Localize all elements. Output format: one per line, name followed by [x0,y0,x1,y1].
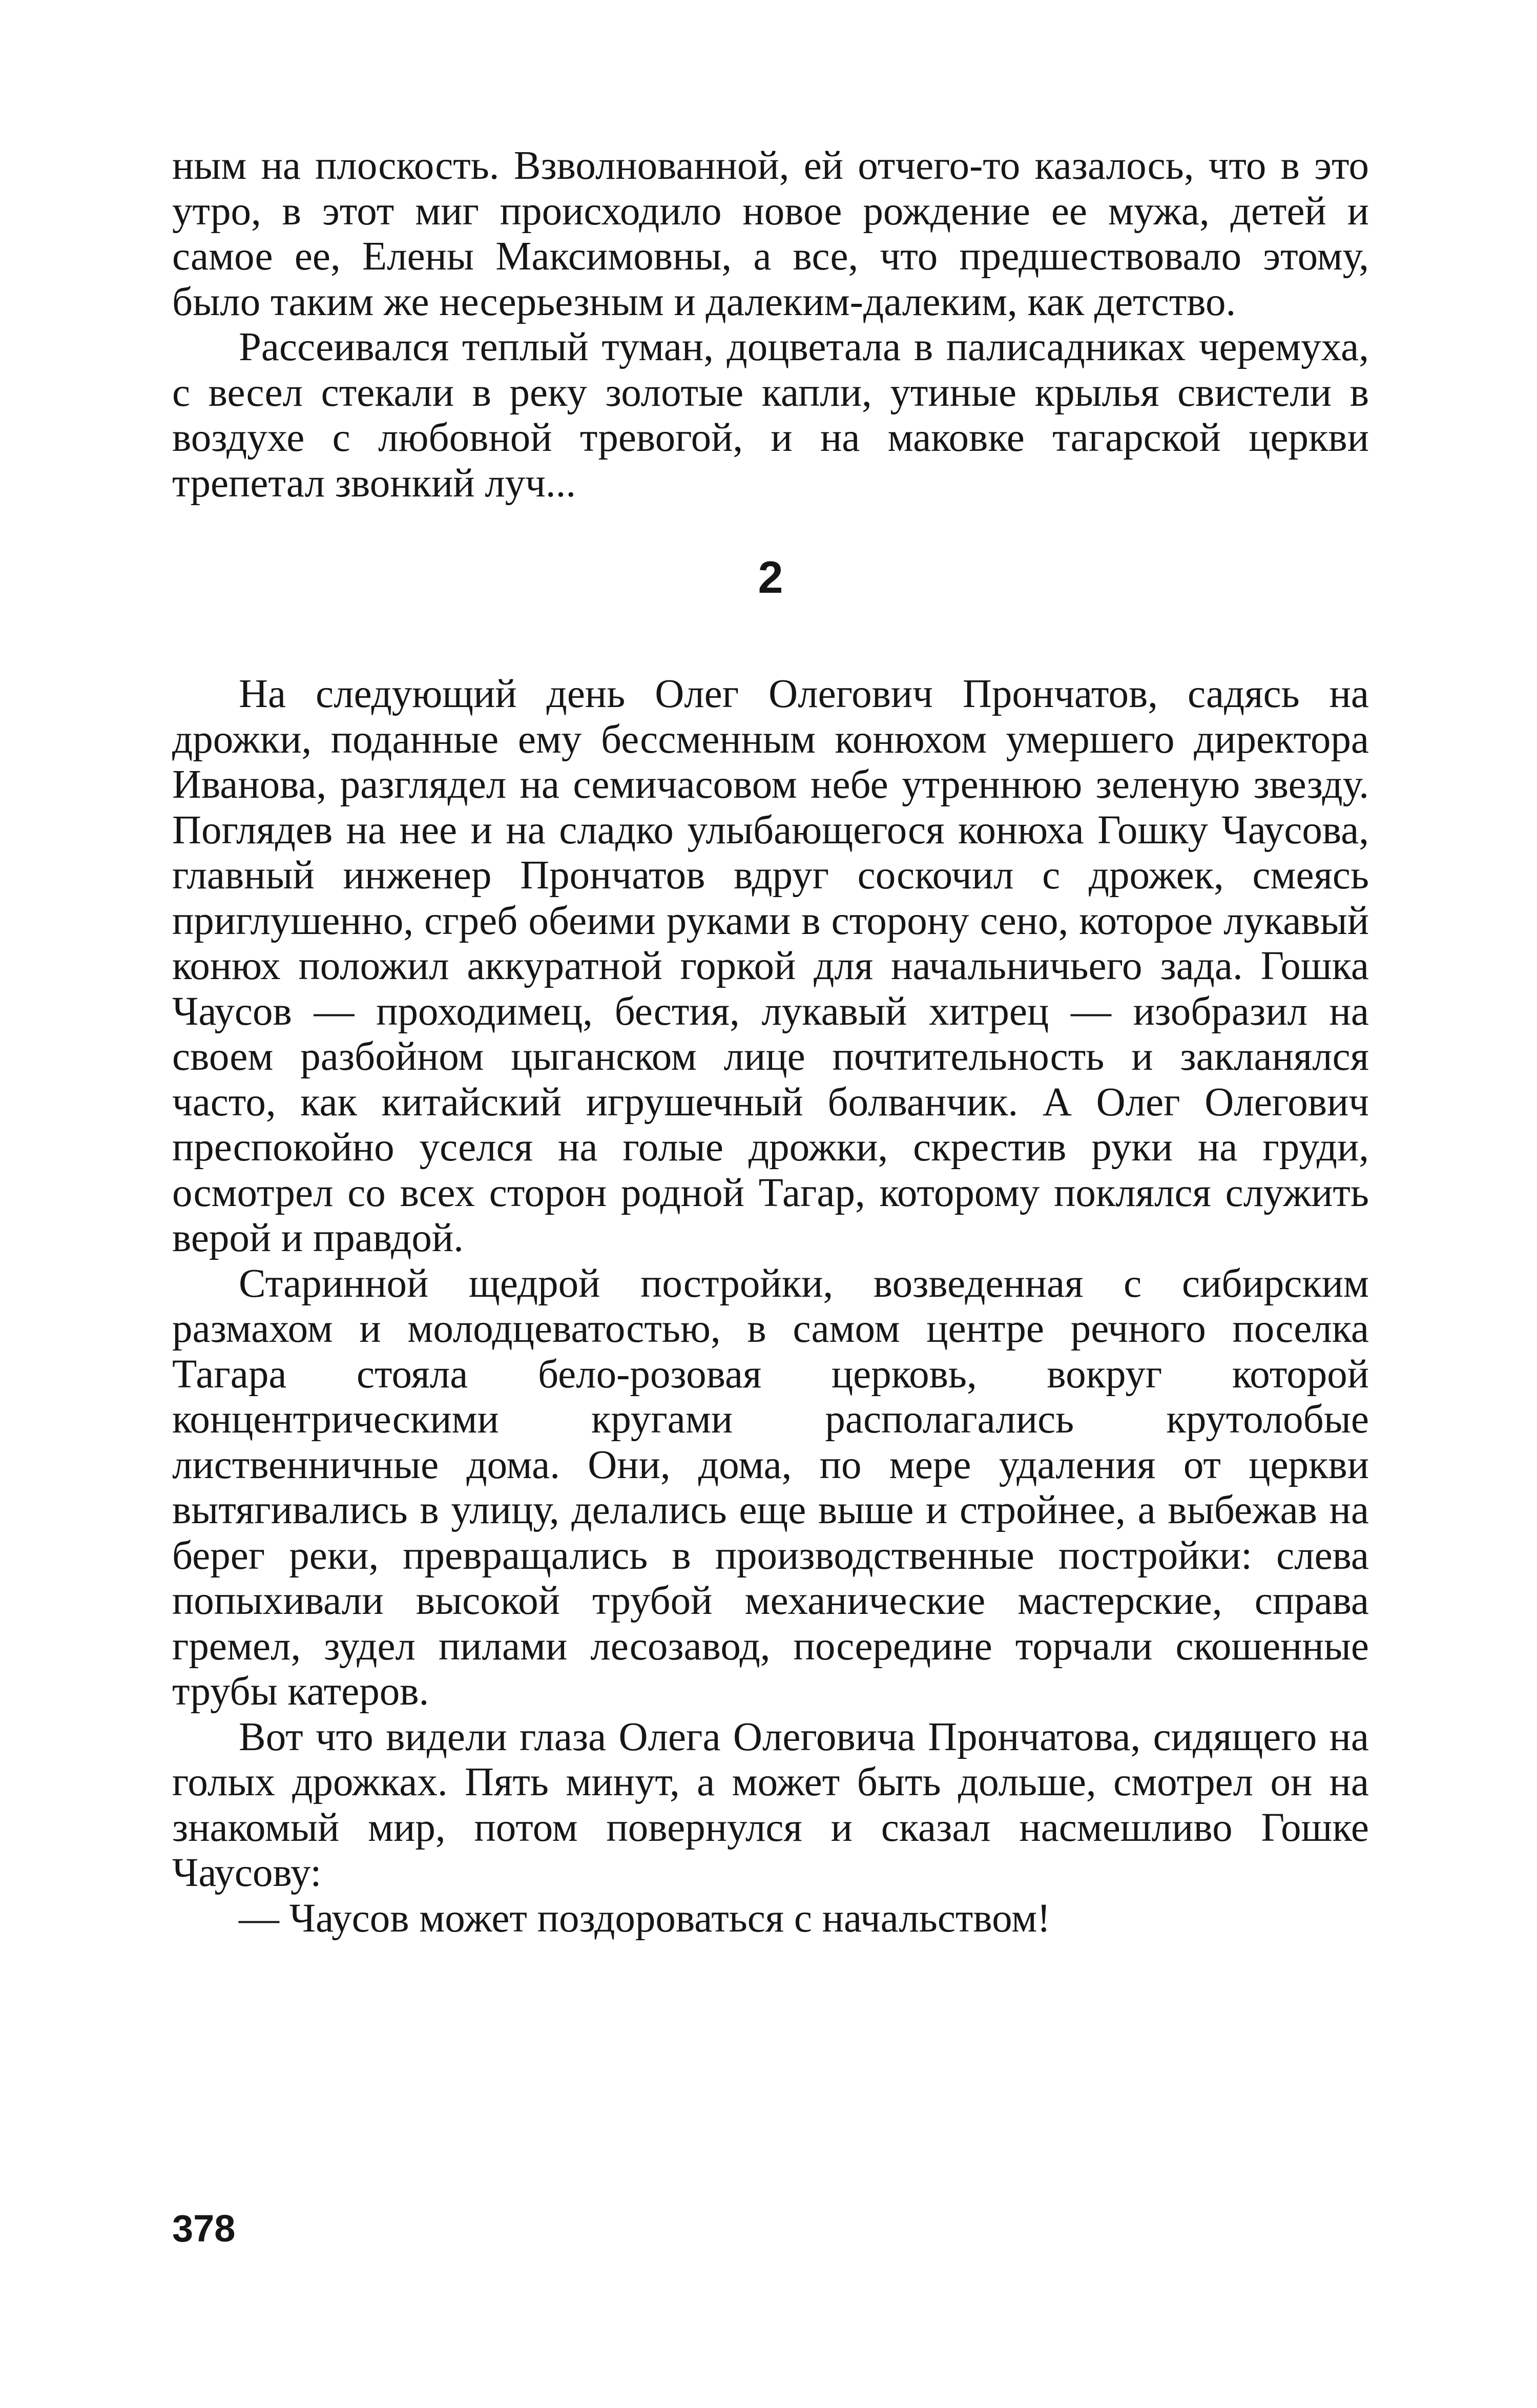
book-page [172,143,1369,2295]
dialogue-line: — Чаусов может поздороваться с начальством! [239,1896,1051,1941]
spacer [172,506,1369,555]
paragraph: Рассеивался теплый туман, доцветала в палисадниках черемуха, с весел стекали в реку золотые капли, утиные крылья свистели в воздухе с любовной тревогой, и на маковке тагарской церкви трепетал звонкий луч... [172,325,1369,506]
chapter-number: 2 [758,552,783,603]
paragraph: Вот что видели глаза Олега Олеговича Прончатова, сидящего на голых дрожках. Пять минут, а может быть дольше, смотрел он на знакомый мир, потом повернулся и сказал насмешливо Гошке Чаусову: [172,1714,1369,1895]
paragraph: На следующий день Олег Олегович Прончатов, садясь на дрожки, поданные ему бессменным конюхом умершего директора Иванова, разглядел на семичасовом небе утреннюю зеленую звезду. Поглядев на нее и на сладко улыбающегося конюха Гошку Чаусова, главный инженер Прончатов вдруг соскочил с дрожек, смеясь приглушенно, сгреб обеими руками в сторону сено, которое лукавый конюх положил аккуратной горкой для начальничьего зада. Гошка Чаусов — проходимец, бестия, лукавый хитрец — изобразил на своем разбойном цыганском лице почтительность и закланялся часто, как китайский игрушечный болванчик. А Олег Олегович преспокойно уселся на голые дрожки, скрестив руки на груди, осмотрел со всех сторон родной Тагар, которому поклялся служить верой и правдой. [172,672,1369,1260]
paragraph-continued: ным на плоскость. Взволнованной, ей отчего-то казалось, что в это утро, в этот миг происходило новое рождение ее мужа, детей и самое ее, Елены Максимовны, а все, что предшествовало этому, было таким же несерьезным и далеким-далеким, как детство. [172,143,1369,324]
paragraph: Старинной щедрой постройки, возведенная с сибирским размахом и молодцеватостью, в самом центре речного поселка Тагара стояла бело-розовая церковь, вокруг которой концентрическими кругами располагались крутолобые лиственничные дома. Они, дома, по мере удаления от церкви вытягивались в улицу, делались еще выше и стройнее, а выбежав на берег реки, превращались в производственные постройки: слева попыхивали высокой трубой механические мастерские, справа гремел, зудел пилами лесозавод, посередине торчали скошенные трубы катеров. [172,1261,1369,1714]
spacer [172,600,1369,672]
page-number: 378 [172,2207,236,2250]
